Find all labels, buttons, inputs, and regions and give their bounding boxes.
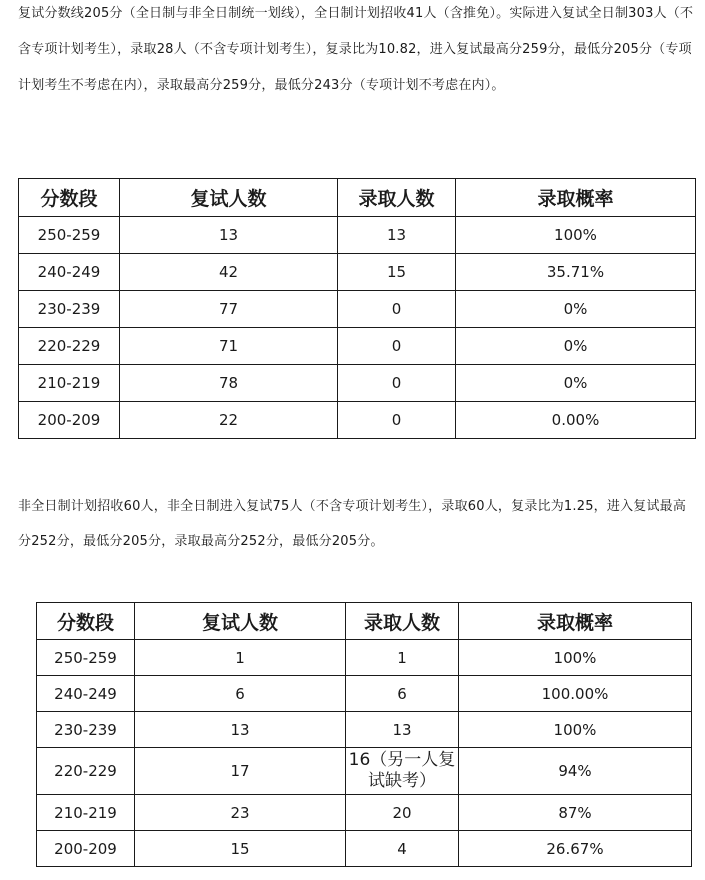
- cell-score-range: 200-209: [37, 831, 135, 867]
- header-admitted-count: 录取人数: [338, 179, 456, 217]
- header-retest-count: 复试人数: [120, 179, 338, 217]
- cell-admitted-count: 6: [346, 676, 459, 712]
- cell-retest-count: 78: [120, 365, 338, 402]
- cell-retest-count: 23: [135, 795, 346, 831]
- table-row: [37, 640, 692, 676]
- table-row: [19, 291, 696, 328]
- cell-admitted-count: 15: [338, 254, 456, 291]
- header-retest-count: 复试人数: [135, 603, 346, 640]
- cell-admission-rate: 100%: [459, 712, 692, 748]
- table-row: [37, 712, 692, 748]
- cell-admitted-count: 0: [338, 402, 456, 439]
- part-time-summary-paragraph: 非全日制计划招收60人，非全日制进入复试75人（不含专项计划考生），录取60人，复录比为1.25，进入复试最高分252分，最低分205分，录取最高分252分，最低分205分。: [18, 499, 687, 549]
- cell-score-range: 250-259: [37, 640, 135, 676]
- cell-admission-rate: 0.00%: [456, 402, 696, 439]
- cell-retest-count: 13: [120, 217, 338, 254]
- cell-admitted-count: 13: [346, 712, 459, 748]
- table-row: [19, 254, 696, 291]
- cell-retest-count: 22: [120, 402, 338, 439]
- header-admission-rate: 录取概率: [456, 179, 696, 217]
- table-row: [37, 748, 692, 795]
- cell-admission-rate: 0%: [456, 328, 696, 365]
- table-header-row: [19, 179, 696, 217]
- cell-admission-rate: 87%: [459, 795, 692, 831]
- cell-score-range: 230-239: [37, 712, 135, 748]
- cell-admitted-count: 0: [338, 291, 456, 328]
- cell-score-range: 210-219: [37, 795, 135, 831]
- cell-score-range: 220-229: [37, 748, 135, 795]
- cell-admission-rate: 100%: [456, 217, 696, 254]
- cell-score-range: 250-259: [19, 217, 120, 254]
- table-row: [37, 831, 692, 867]
- cell-retest-count: 6: [135, 676, 346, 712]
- cell-retest-count: 13: [135, 712, 346, 748]
- cell-admitted-count: 1: [346, 640, 459, 676]
- header-score-range: 分数段: [19, 179, 120, 217]
- cell-score-range: 210-219: [19, 365, 120, 402]
- header-score-range: 分数段: [37, 603, 135, 640]
- table-row: [19, 365, 696, 402]
- part-time-score-table: [36, 602, 692, 867]
- cell-admission-rate: 100%: [459, 640, 692, 676]
- cell-score-range: 230-239: [19, 291, 120, 328]
- cell-admitted-count: 0: [338, 328, 456, 365]
- table-row: [19, 328, 696, 365]
- cell-admission-rate: 100.00%: [459, 676, 692, 712]
- cell-retest-count: 15: [135, 831, 346, 867]
- header-admission-rate: 录取概率: [459, 603, 692, 640]
- cell-score-range: 220-229: [19, 328, 120, 365]
- cell-admission-rate: 35.71%: [456, 254, 696, 291]
- table-row: [37, 795, 692, 831]
- header-admitted-count: 录取人数: [346, 603, 459, 640]
- cell-retest-count: 71: [120, 328, 338, 365]
- full-time-score-table: [18, 178, 696, 439]
- cell-score-range: 200-209: [19, 402, 120, 439]
- cell-score-range: 240-249: [37, 676, 135, 712]
- table-row: [37, 676, 692, 712]
- cell-admission-rate: 26.67%: [459, 831, 692, 867]
- full-time-summary-paragraph: 复试分数线205分（全日制与非全日制统一划线），全日制计划招收41人（含推免）。实际进入复试全日制303人（不含专项计划考生），录取28人（不含专项计划考生），复录比为10.82，进入复试最高分259分，最低分205分（专项计划考生不考虑在内），录取最高分259分，最低分243分（专项计划不考虑在内）。: [18, 6, 694, 93]
- cell-admitted-count: 20: [346, 795, 459, 831]
- cell-admitted-count: 16（另一人复试缺考）: [346, 748, 459, 795]
- cell-admission-rate: 0%: [456, 365, 696, 402]
- cell-retest-count: 17: [135, 748, 346, 795]
- cell-admitted-count: 13: [338, 217, 456, 254]
- table-header-row: [37, 603, 692, 640]
- cell-retest-count: 77: [120, 291, 338, 328]
- cell-retest-count: 42: [120, 254, 338, 291]
- table-row: [19, 402, 696, 439]
- cell-admitted-count: 4: [346, 831, 459, 867]
- cell-admitted-count: 0: [338, 365, 456, 402]
- cell-retest-count: 1: [135, 640, 346, 676]
- table-row: [19, 217, 696, 254]
- cell-score-range: 240-249: [19, 254, 120, 291]
- cell-admission-rate: 0%: [456, 291, 696, 328]
- cell-admission-rate: 94%: [459, 748, 692, 795]
